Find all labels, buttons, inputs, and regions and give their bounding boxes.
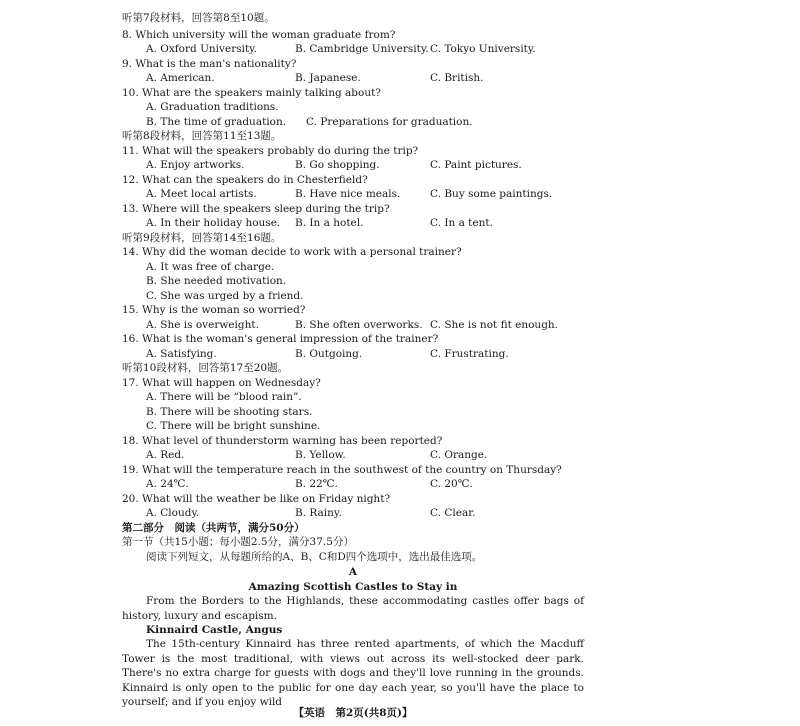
section-header-10: 听第10段材料，回答第17至20题。 <box>122 362 289 374</box>
question-15-option-a: A. She is overweight. <box>146 319 259 331</box>
question-12-option-c: C. Buy some paintings. <box>430 188 553 200</box>
question-9-option-a: A. American. <box>146 72 215 84</box>
section-header-7: 听第7段材料，回答第8至10题。 <box>122 12 275 24</box>
question-20-option-a: A. Cloudy. <box>146 507 200 519</box>
question-13-option-c: C. In a tent. <box>430 217 493 229</box>
question-11-option-c: C. Paint pictures. <box>430 159 522 171</box>
section-header-9: 听第9段材料，回答第14至16题。 <box>122 232 282 244</box>
question-19-option-b: B. 22℃. <box>295 478 338 490</box>
question-16-option-a: A. Satisfying. <box>146 348 217 360</box>
question-19-stem: 19. What will the temperature reach in the southwest of the country on Thursday? <box>122 464 562 476</box>
section-header-8: 听第8段材料，回答第11至13题。 <box>122 130 282 142</box>
page-footer: 【英语 第2页(共8页)】 <box>293 707 413 719</box>
part2-instruction: 阅读下列短文，从每题所给的A、B、C和D四个选项中，选出最佳选项。 <box>146 551 483 563</box>
question-18-option-c: C. Orange. <box>430 449 488 461</box>
question-16-stem: 16. What is the woman's general impression of the trainer? <box>122 333 439 345</box>
paragraph-kinnaird: The 15th-century Kinnaird has three rented apartments, of which the Macduff Tower is the most traditional, with views out across its well-stocked deer park. There's no extra charge for guests with dogs and they'll love running in the grounds. Kinnaird is only open to the public for one day each year, so you'll have the place to yourself; and if you enjoy wild <box>122 638 584 708</box>
question-18-option-a: A. Red. <box>146 449 185 461</box>
question-15-stem: 15. Why is the woman so worried? <box>122 304 306 316</box>
question-16-option-c: C. Frustrating. <box>430 348 509 360</box>
question-11-stem: 11. What will the speakers probably do during the trip? <box>122 145 419 157</box>
question-17-option-a: A. There will be “blood rain”. <box>146 391 302 403</box>
subheading-kinnaird: Kinnaird Castle, Angus <box>146 624 283 636</box>
question-11-option-b: B. Go shopping. <box>295 159 380 171</box>
question-10-option-b: B. The time of graduation. <box>146 116 287 128</box>
question-20-option-c: C. Clear. <box>430 507 476 519</box>
question-13-option-b: B. In a hotel. <box>295 217 364 229</box>
question-8-option-a: A. Oxford University. <box>146 43 258 55</box>
question-19-option-c: C. 20℃. <box>430 478 473 490</box>
question-13-option-a: A. In their holiday house. <box>146 217 281 229</box>
question-11-option-a: A. Enjoy artworks. <box>146 159 245 171</box>
question-9-option-b: B. Japanese. <box>295 72 361 84</box>
question-17-option-c: C. There will be bright sunshine. <box>146 420 321 432</box>
question-12-option-b: B. Have nice meals. <box>295 188 401 200</box>
passage-title: Amazing Scottish Castles to Stay in <box>248 581 458 593</box>
question-14-option-a: A. It was free of charge. <box>146 261 275 273</box>
question-15-option-b: B. She often overworks. <box>295 319 423 331</box>
question-12-stem: 12. What can the speakers do in Chesterfield? <box>122 174 368 186</box>
question-19-option-a: A. 24℃. <box>146 478 189 490</box>
question-14-stem: 14. Why did the woman decide to work with a personal trainer? <box>122 246 462 258</box>
question-10-option-c: C. Preparations for graduation. <box>306 116 473 128</box>
question-18-stem: 18. What level of thunderstorm warning has been reported? <box>122 435 443 447</box>
question-8-option-b: B. Cambridge University. <box>295 43 429 55</box>
question-12-option-a: A. Meet local artists. <box>146 188 257 200</box>
part2-title: 第二部分 阅读（共两节，满分50分） <box>122 522 305 534</box>
passage-letter: A <box>348 566 358 578</box>
question-17-option-b: B. There will be shooting stars. <box>146 406 313 418</box>
question-8-option-c: C. Tokyo University. <box>430 43 536 55</box>
question-20-option-b: B. Rainy. <box>295 507 342 519</box>
question-15-option-c: C. She is not fit enough. <box>430 319 559 331</box>
question-13-stem: 13. Where will the speakers sleep during the trip? <box>122 203 390 215</box>
question-20-stem: 20. What will the weather be like on Friday night? <box>122 493 391 505</box>
question-18-option-b: B. Yellow. <box>295 449 346 461</box>
question-17-stem: 17. What will happen on Wednesday? <box>122 377 321 389</box>
question-8-stem: 8. Which university will the woman graduate from? <box>122 29 396 41</box>
question-9-stem: 9. What is the man's nationality? <box>122 58 297 70</box>
part2-section1: 第一节（共15小题；每小题2.5分，满分37.5分） <box>122 536 354 548</box>
question-14-option-b: B. She needed motivation. <box>146 275 287 287</box>
question-9-option-c: C. British. <box>430 72 484 84</box>
question-14-option-c: C. She was urged by a friend. <box>146 290 304 302</box>
question-16-option-b: B. Outgoing. <box>295 348 363 360</box>
question-10-option-a: A. Graduation traditions. <box>146 101 279 113</box>
question-10-stem: 10. What are the speakers mainly talking about? <box>122 87 381 99</box>
passage-intro: From the Borders to the Highlands, these accommodating castles offer bags of history, luxury and escapism. <box>122 595 584 622</box>
